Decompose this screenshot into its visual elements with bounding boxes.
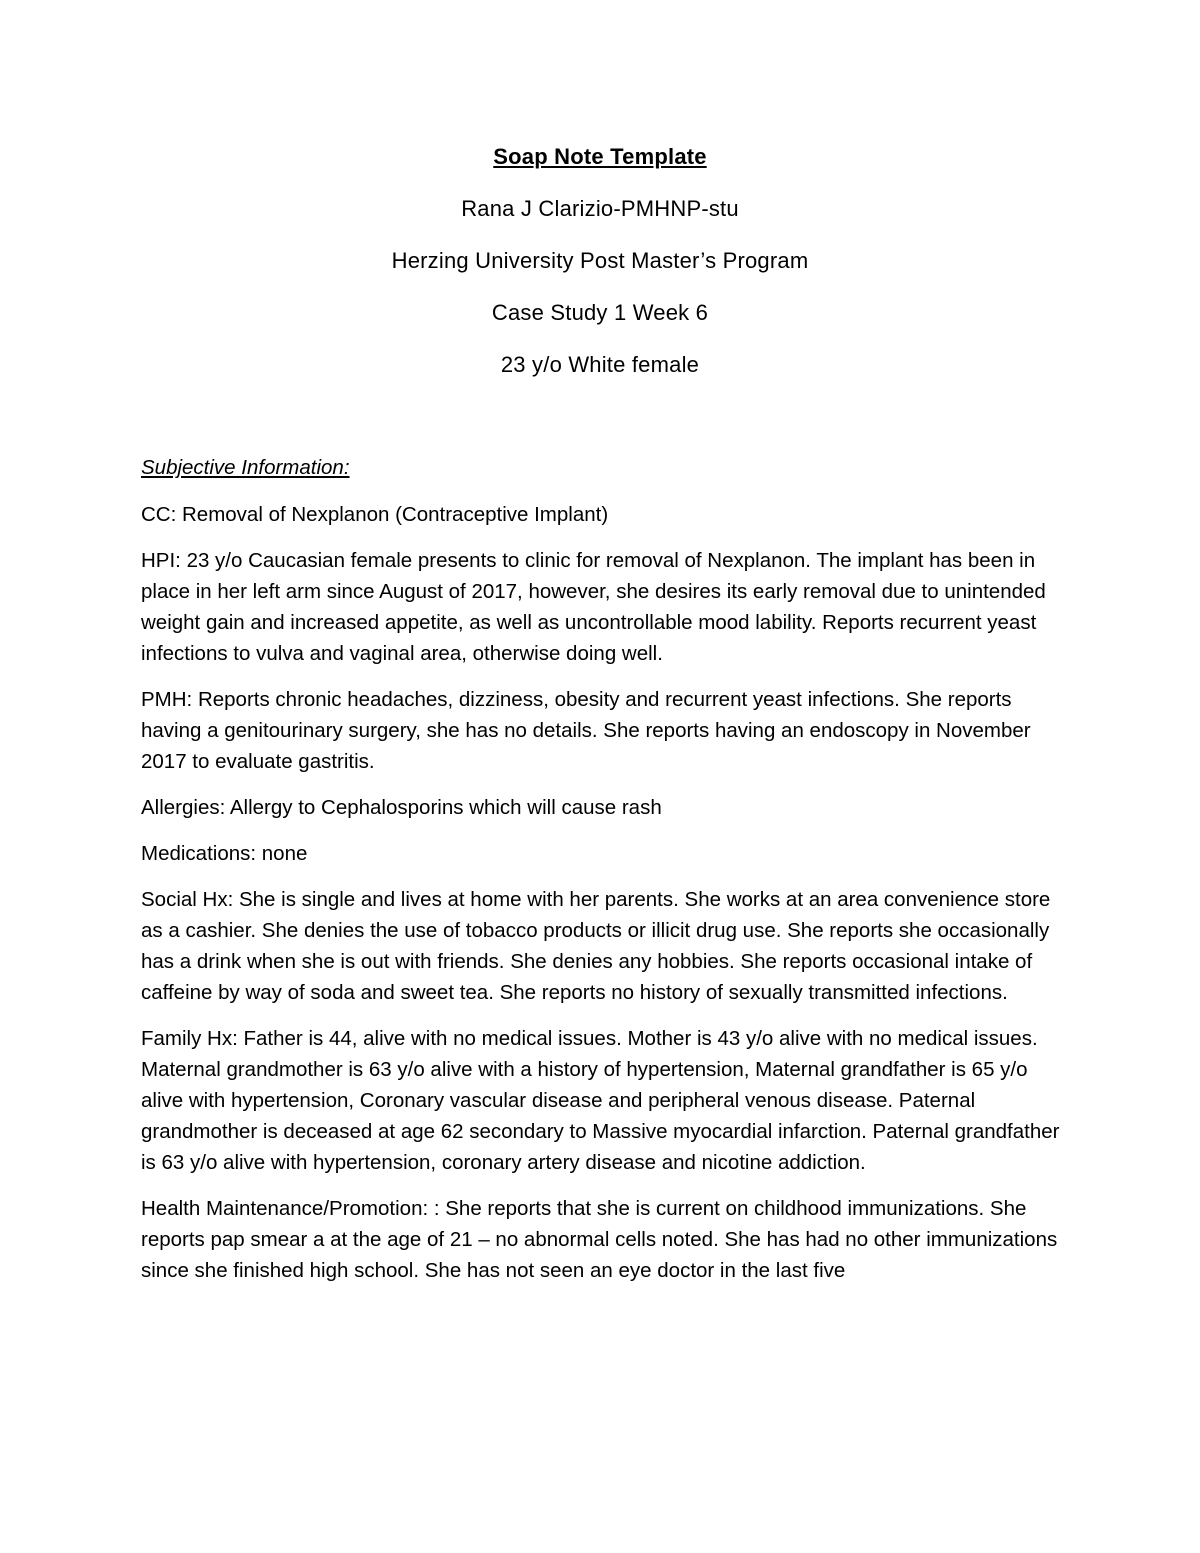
case-line: Case Study 1 Week 6 (491, 300, 709, 325)
health-maintenance-paragraph: Health Maintenance/Promotion: : She reports that she is current on childhood immunizations. She reports pap smear a at the age of 21 – no abnormal cells noted. She has had no other immunizations since she finished high school. She has not seen an eye doctor in the last five (141, 1197, 1058, 1282)
document-header (0, 142, 1200, 402)
family-history-paragraph: Family Hx: Father is 44, alive with no medical issues. Mother is 43 y/o alive with no medical issues. Maternal grandmother is 63 y/o alive with a history of hypertension, Maternal grandfather is 65 y/o alive with hypertension, Coronary vascular disease and peripheral venous disease. Paternal grandmother is deceased at age 62 secondary to Massive myocardial infarction. Paternal grandfather is 63 y/o alive with hypertension, coronary artery disease and nicotine addiction. (141, 1027, 1060, 1174)
institution-line: Herzing University Post Master’s Program (391, 248, 809, 273)
patient-line: 23 y/o White female (500, 352, 700, 377)
subjective-section (141, 453, 1061, 1301)
hpi-paragraph: HPI: 23 y/o Caucasian female presents to clinic for removal of Nexplanon. The implant has been in place in her left arm since August of 2017, however, she desires its early removal due to unintended weight gain and increased appetite, as well as uncontrollable mood lability. Reports recurrent yeast infections to vulva and vaginal area, otherwise doing well. (141, 549, 1046, 665)
chief-complaint-paragraph: CC: Removal of Nexplanon (Contraceptive Implant) (141, 503, 609, 526)
author-line: Rana J Clarizio-PMHNP-stu (461, 196, 739, 221)
medications-paragraph: Medications: none (141, 842, 308, 865)
social-history-paragraph: Social Hx: She is single and lives at home with her parents. She works at an area convenience store as a cashier. She denies the use of tobacco products or illicit drug use. She reports she occasionally has a drink when she is out with friends. She denies any hobbies. She reports occasional intake of caffeine by way of soda and sweet tea. She reports no history of sexually transmitted infections. (141, 888, 1051, 1004)
section-heading: Subjective Information: (141, 456, 350, 479)
page-title: Soap Note Template (493, 144, 707, 169)
pmh-paragraph: PMH: Reports chronic headaches, dizziness, obesity and recurrent yeast infections. She reports having a genitourinary surgery, she has no details. She reports having an endoscopy in November 2017 to evaluate gastritis. (141, 688, 1031, 773)
allergies-paragraph: Allergies: Allergy to Cephalosporins which will cause rash (141, 796, 662, 819)
